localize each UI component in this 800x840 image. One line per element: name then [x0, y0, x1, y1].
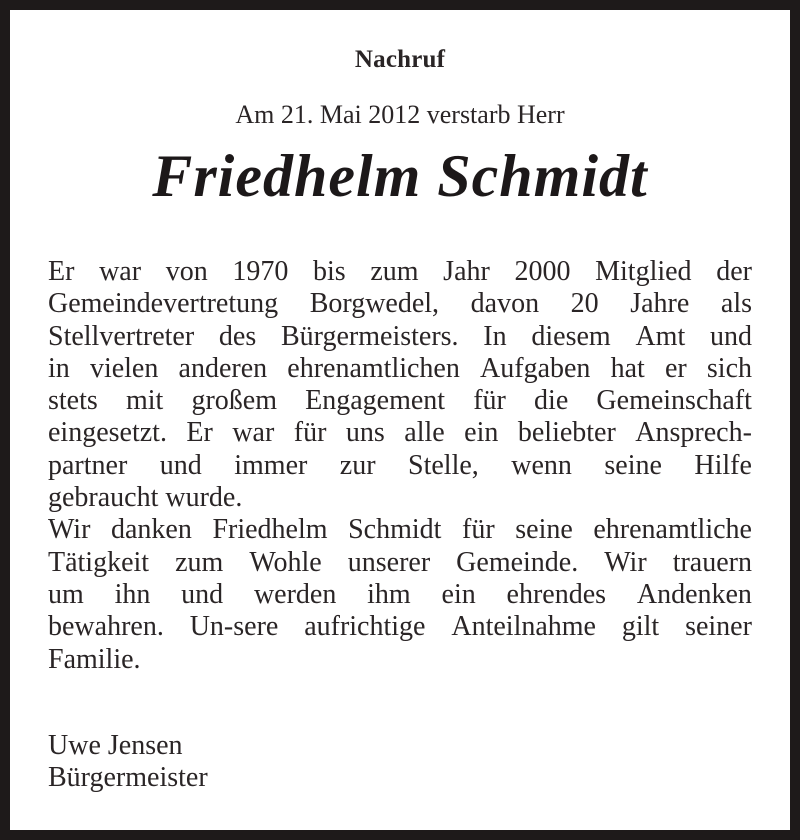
signatory-name: Uwe Jensen — [48, 730, 183, 761]
notice-body — [48, 256, 752, 676]
body-line: gebraucht wurde. — [48, 482, 243, 514]
body-line: Tätigkeit zum Wohle unserer Gemeinde. Wir trauern — [48, 546, 752, 578]
body-line: Gemeindevertretung Borgwedel, davon 20 Jahre als — [48, 288, 752, 320]
obituary-notice — [10, 10, 790, 830]
body-line: bewahren. Un-sere aufrichtige Anteilnahme gilt seiner — [48, 611, 752, 643]
body-line: stets mit großem Engagement für die Gemeinschaft — [48, 385, 752, 417]
notice-intro: Am 21. Mai 2012 verstarb Herr — [235, 100, 565, 129]
signatory-title: Bürgermeister — [48, 762, 208, 793]
body-line: Familie. — [48, 643, 141, 675]
deceased-name: Friedhelm Schmidt — [152, 143, 648, 209]
body-line: eingesetzt. Er war für uns alle ein beliebter Ansprech- — [48, 417, 752, 449]
body-line: Wir danken Friedhelm Schmidt für seine ehrenamtliche — [48, 514, 752, 546]
body-line: partner und immer zur Stelle, wenn seine Hilfe — [48, 449, 752, 481]
signature — [48, 730, 208, 794]
notice-heading: Nachruf — [354, 46, 446, 73]
body-line: um ihn und werden ihm ein ehrendes Andenken — [48, 578, 752, 610]
body-line: Stellvertreter des Bürgermeisters. In diesem Amt und — [48, 320, 752, 352]
body-line: in vielen anderen ehrenamtlichen Aufgaben hat er sich — [48, 352, 752, 384]
body-line: Er war von 1970 bis zum Jahr 2000 Mitglied der — [48, 256, 752, 287]
